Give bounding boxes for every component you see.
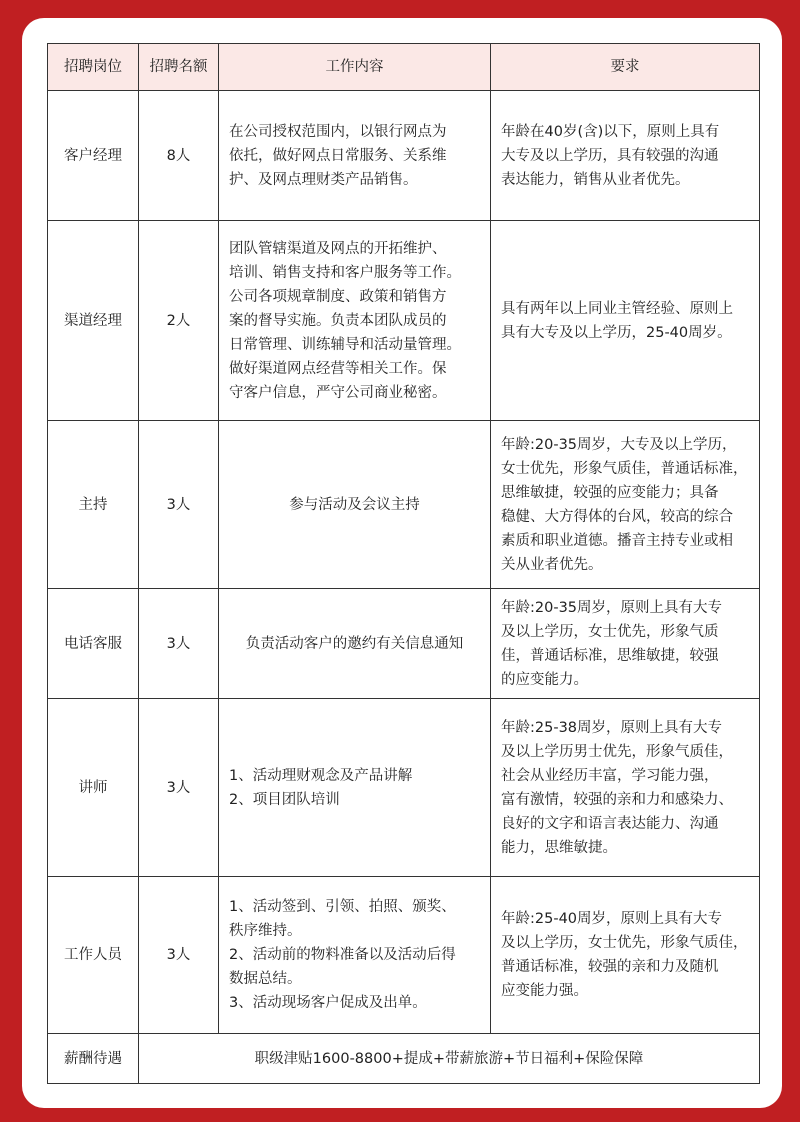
requirement-line: 女士优先，形象气质佳，普通话标准， (501, 460, 748, 477)
position-cell: 主持 (48, 421, 139, 589)
position-cell: 电话客服 (48, 589, 139, 699)
content-line: 日常管理、训练辅导和活动量管理。 (229, 336, 461, 353)
content-cell (219, 91, 491, 221)
content-line: 护、及网点理财类产品销售。 (229, 171, 418, 188)
content-line: 依托，做好网点日常服务、关系维 (229, 147, 447, 164)
content-line: 2、活动前的物料准备以及活动后得 (229, 947, 456, 963)
table-row (48, 221, 760, 421)
requirements-cell (491, 421, 760, 589)
requirements-cell (491, 589, 760, 699)
content-line: 秩序维持。 (229, 923, 302, 939)
position-cell: 客户经理 (48, 91, 139, 221)
content-line: 案的督导实施。负责本团队成员的 (229, 312, 447, 329)
content-cell (219, 699, 491, 877)
recruitment-table (47, 43, 760, 1084)
header-position: 招聘岗位 (48, 44, 139, 91)
requirement-line: 的应变能力。 (501, 671, 588, 688)
requirement-line: 思维敏捷，较强的应变能力；具备 (501, 484, 719, 501)
content-cell (219, 221, 491, 421)
content-line: 参与活动及会议主持 (289, 496, 420, 513)
requirement-line: 能力，思维敏捷。 (501, 839, 617, 856)
content-cell (219, 877, 491, 1034)
requirement-line: 普通话标准，较强的亲和力及随机 (501, 959, 719, 975)
requirement-line: 年龄:20-35周岁，原则上具有大专 (501, 599, 723, 616)
content-line: 在公司授权范围内，以银行网点为 (229, 123, 447, 140)
requirement-line: 年龄:20-35周岁，大专及以上学历， (501, 436, 737, 453)
content-line: 负责活动客户的邀约有关信息通知 (245, 635, 464, 652)
content-cell (219, 589, 491, 699)
position-cell: 渠道经理 (48, 221, 139, 421)
header-content: 工作内容 (219, 44, 491, 91)
position-cell: 讲师 (48, 699, 139, 877)
requirement-line: 及以上学历，女士优先，形象气质 (501, 623, 719, 640)
content-line: 数据总结。 (229, 971, 302, 987)
content-line: 做好渠道网点经营等相关工作。保 (229, 360, 447, 377)
table-header-row (48, 44, 760, 91)
requirement-line: 佳，普通话标准，思维敏捷，较强 (501, 647, 719, 664)
content-line: 公司各项规章制度、政策和销售方 (229, 288, 447, 305)
requirement-line: 年龄在40岁(含)以下，原则上具有 (501, 123, 720, 140)
count-cell: 3人 (139, 421, 219, 589)
requirement-line: 良好的文字和语言表达能力、沟通 (501, 815, 719, 832)
requirements-cell (491, 699, 760, 877)
requirement-line: 具有两年以上同业主管经验、原则上 (501, 300, 733, 317)
requirement-line: 具有大专及以上学历，25-40周岁。 (501, 324, 732, 341)
requirement-line: 年龄:25-40周岁，原则上具有大专 (501, 911, 723, 927)
requirement-line: 富有激情，较强的亲和力和感染力、 (501, 791, 733, 808)
content-cell (219, 421, 491, 589)
table-row (48, 421, 760, 589)
header-count: 招聘名额 (139, 44, 219, 91)
count-cell: 3人 (139, 877, 219, 1034)
content-line: 培训、销售支持和客户服务等工作。 (229, 264, 461, 281)
requirements-cell (491, 221, 760, 421)
requirement-line: 表达能力，销售从业者优先。 (501, 171, 690, 188)
requirement-line: 年龄:25-38周岁，原则上具有大专 (501, 719, 723, 736)
requirement-line: 关从业者优先。 (501, 556, 603, 573)
requirement-line: 及以上学历男士优先，形象气质佳， (501, 743, 733, 760)
table-row (48, 877, 760, 1034)
content-line: 2、项目团队培训 (229, 791, 340, 808)
content-line: 1、活动签到、引领、拍照、颁奖、 (229, 899, 456, 915)
table-row (48, 589, 760, 699)
requirement-line: 社会从业经历丰富，学习能力强， (501, 767, 719, 784)
requirement-line: 稳健、大方得体的台风，较高的综合 (501, 508, 733, 525)
position-cell: 工作人员 (48, 877, 139, 1034)
table-row (48, 699, 760, 877)
content-line: 1、活动理财观念及产品讲解 (229, 767, 413, 784)
count-cell: 3人 (139, 589, 219, 699)
count-cell: 2人 (139, 221, 219, 421)
requirement-line: 素质和职业道德。播音主持专业或相 (501, 532, 733, 549)
requirement-line: 及以上学历，女士优先，形象气质佳， (501, 935, 748, 951)
salary-value: 职级津贴1600-8800+提成+带薪旅游+节日福利+保险保障 (139, 1034, 760, 1084)
salary-row (48, 1034, 760, 1084)
content-line: 守客户信息，严守公司商业秘密。 (229, 384, 447, 401)
table-row (48, 91, 760, 221)
requirements-cell (491, 91, 760, 221)
count-cell: 3人 (139, 699, 219, 877)
requirement-line: 应变能力强。 (501, 983, 588, 999)
requirement-line: 大专及以上学历，具有较强的沟通 (501, 147, 719, 164)
content-line: 3、活动现场客户促成及出单。 (229, 995, 427, 1011)
requirements-cell (491, 877, 760, 1034)
header-requirements: 要求 (491, 44, 760, 91)
count-cell: 8人 (139, 91, 219, 221)
content-line: 团队管辖渠道及网点的开拓维护、 (229, 240, 447, 257)
salary-label: 薪酬待遇 (48, 1034, 139, 1084)
